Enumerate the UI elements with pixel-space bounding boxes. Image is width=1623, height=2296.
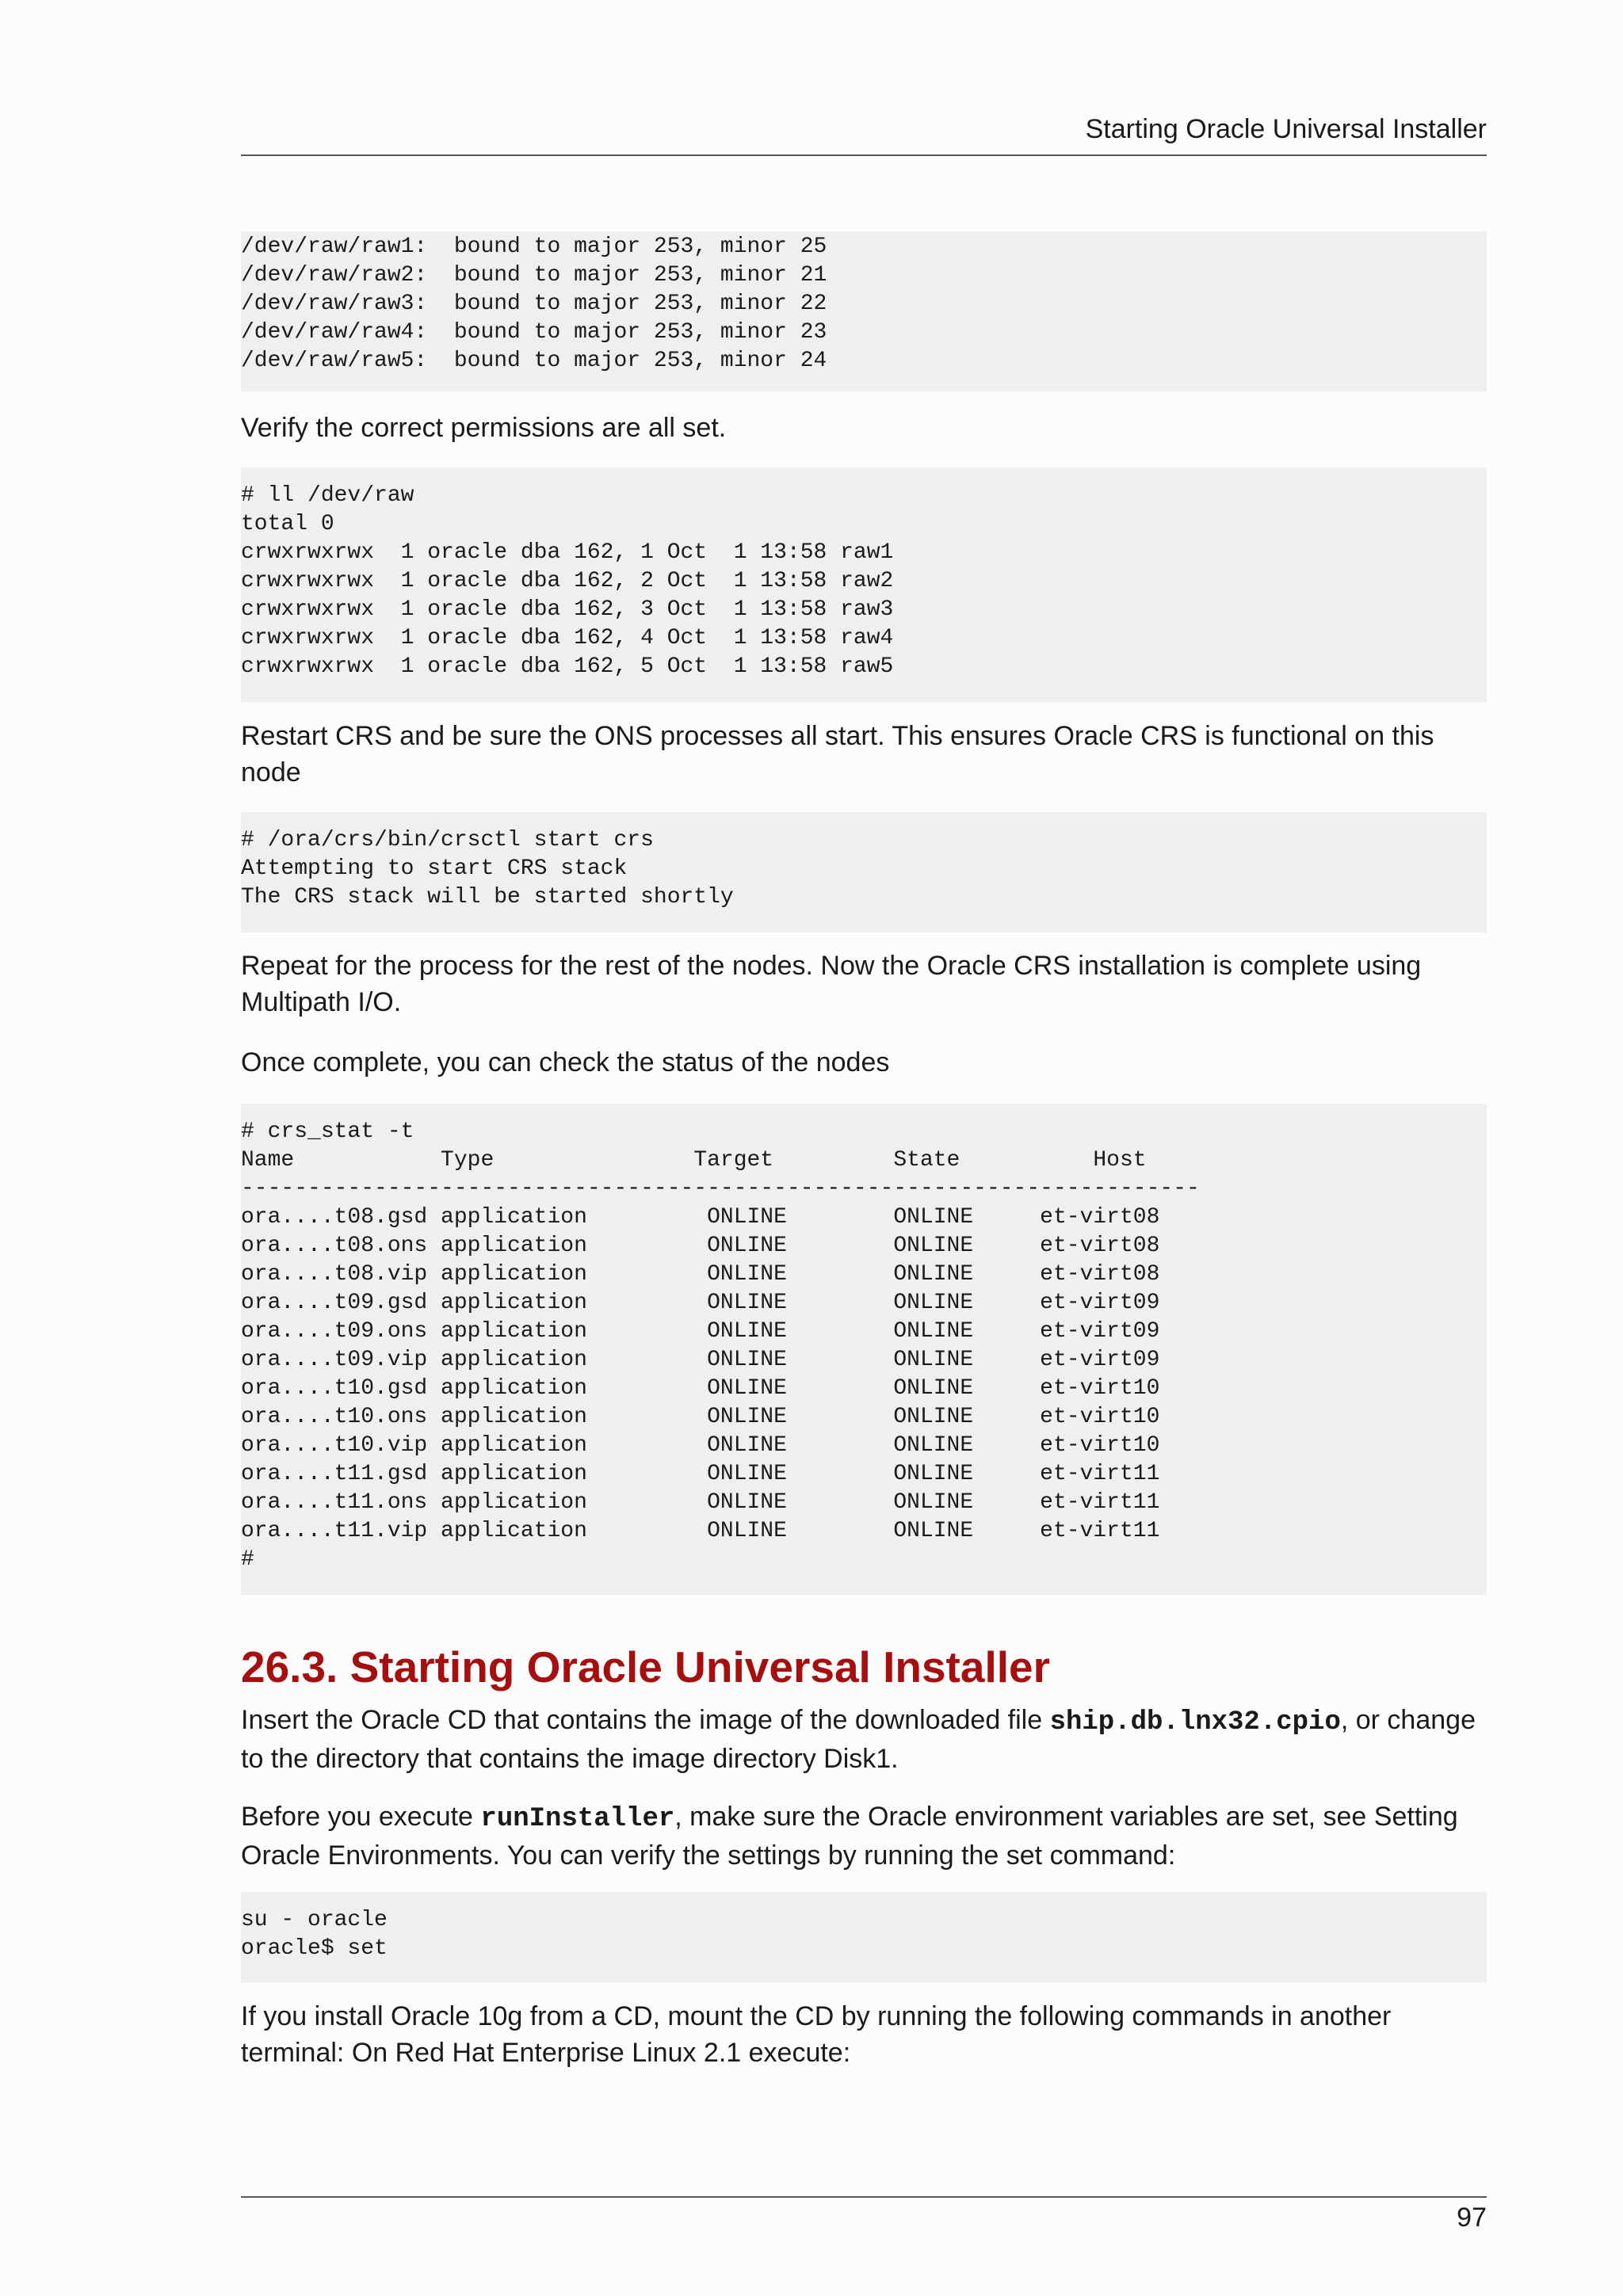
crsctl-code-block <box>241 812 1487 933</box>
before-execute-paragraph <box>241 1798 1487 1874</box>
crs-stat-text: # crs_stat -t Name Type Target State Host ------------------------------------------------------------------------ ora....t08.gsd application ONLINE ONLINE et-virt08 ora....t08.ons application ONLINE ONLINE et-virt08 ora....t08.vip application ONLINE ONLINE et-virt08 ora....t09.gsd application ONLINE ONLINE et-virt09 ora....t09.ons application ONLINE ONLINE et-virt09 ora....t09.vip application ONLINE ONLINE et-virt09 ora....t10.gsd application ONLINE ONLINE et-virt10 ora....t10.ons application ONLINE ONLINE et-virt10 ora....t10.vip application ONLINE ONLINE et-virt10 ora....t11.gsd application ONLINE ONLINE et-virt11 ora....t11.ons application ONLINE ONLINE et-virt11 ora....t11.vip application ONLINE ONLINE et-virt11 # <box>241 1119 1200 1572</box>
su-oracle-text: su - oracle oracle$ set <box>241 1908 388 1961</box>
su-oracle-code-block <box>241 1892 1487 1982</box>
crs-stat-code-block <box>241 1104 1487 1595</box>
raw-bindings-text: /dev/raw/raw1: bound to major 253, minor 25 /dev/raw/raw2: bound to major 253, minor 21 /dev/raw/raw3: bound to major 253, minor 22 /dev/raw/raw4: bound to major 253, minor 23 /dev/raw/raw5: bound to major 253, minor 24 <box>241 235 827 373</box>
install-cd-paragraph: If you install Oracle 10g from a CD, mount the CD by running the following commands in another terminal: On Red Hat Enterprise Linux 2.1 execute: <box>241 2001 1392 2068</box>
running-header: Starting Oracle Universal Installer <box>1085 114 1487 144</box>
once-complete-paragraph: Once complete, you can check the status of the nodes <box>241 1047 890 1077</box>
footer-divider <box>241 2196 1487 2198</box>
cpio-filename: ship.db.lnx32.cpio <box>1049 1707 1341 1737</box>
ll-listing-code-block <box>241 467 1487 702</box>
verify-paragraph: Verify the correct permissions are all set. <box>241 413 727 443</box>
ll-listing-text: # ll /dev/raw total 0 crwxrwxrwx 1 oracle dba 162, 1 Oct 1 13:58 raw1 crwxrwxrwx 1 oracle dba 162, 2 Oct 1 13:58 raw2 crwxrwxrwx 1 oracle dba 162, 3 Oct 1 13:58 raw3 crwxrwxrwx 1 oracle dba 162, 4 Oct 1 13:58 raw4 crwxrwxrwx 1 oracle dba 162, 5 Oct 1 13:58 raw5 <box>241 483 894 679</box>
before-suffix: , make sure the Oracle environment variables are set, see Setting Oracle Environments. You can verify the settings by running the set command: <box>241 1802 1458 1871</box>
before-prefix: Before you execute <box>241 1802 481 1832</box>
raw-bindings-code-block <box>241 231 1487 391</box>
header-divider <box>241 154 1487 156</box>
insert-cd-paragraph <box>241 1702 1487 1777</box>
crsctl-text: # /ora/crs/bin/crsctl start crs Attempting to start CRS stack The CRS stack will be started shortly <box>241 828 734 910</box>
insert-prefix: Insert the Oracle CD that contains the image of the downloaded file <box>241 1705 1050 1735</box>
insert-suffix: , or change to the directory that contains the image directory Disk1. <box>241 1705 1476 1774</box>
restart-paragraph: Restart CRS and be sure the ONS processes all start. This ensures Oracle CRS is functional on this node <box>241 721 1434 788</box>
page-number: 97 <box>1457 2203 1487 2233</box>
runinstaller-command: runInstaller <box>480 1804 675 1834</box>
repeat-paragraph: Repeat for the process for the rest of the nodes. Now the Oracle CRS installation is complete using Multipath I/O. <box>241 951 1422 1017</box>
section-heading: 26.3. Starting Oracle Universal Installer <box>241 1642 1051 1691</box>
